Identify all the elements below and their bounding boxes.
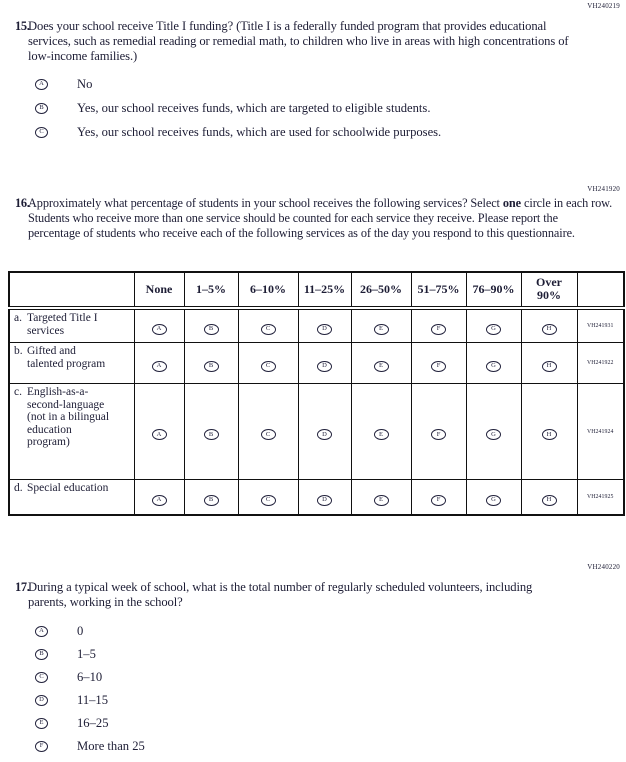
row-d-bubble-g[interactable]: G [486,495,501,506]
row-d-bubble-f[interactable]: F [431,495,446,506]
row-d-label-cell: d. Special education [9,480,134,516]
row-a-bubble-g[interactable]: G [486,324,501,335]
row-b-label-cell: b. Gifted and talented program [9,343,134,384]
row-d-bubble-d[interactable]: D [317,495,332,506]
answer-bubble-b-icon[interactable]: B [35,103,48,114]
table-row-d [9,480,624,516]
q17-option-f[interactable] [35,740,626,753]
question-16-section [0,185,626,241]
q15-option-a-label: No [77,77,93,91]
question-17-text: During a typical week of school, what is the total number of regularly scheduled volunteers, including parents, working in the school? [28,580,533,609]
q17-option-f-label: More than 25 [77,739,145,753]
row-a-code: VH241931 [577,308,624,343]
row-a-bubble-c[interactable]: C [261,324,276,335]
question-15-number: 15. [15,19,30,33]
q17-option-a[interactable] [35,625,626,638]
row-c-bubble-g[interactable]: G [486,429,501,440]
answer-bubble-a-icon[interactable]: A [35,79,48,90]
q15-option-a[interactable] [35,78,626,91]
q16-text-emphasis: one [502,196,522,210]
row-d-bubble-c[interactable]: C [261,495,276,506]
col-header-6-10: 6–10% [238,272,298,308]
item-code-q15: VH240219 [587,2,620,10]
row-c-bubble-e[interactable]: E [374,429,389,440]
row-b-label: Gifted and talented program [27,345,106,370]
answer-bubble-f-icon[interactable]: F [35,741,48,752]
row-a-bubble-b[interactable]: B [204,324,219,335]
answer-bubble-b-icon[interactable]: B [35,649,48,660]
row-a-bubble-d[interactable]: D [317,324,332,335]
answer-bubble-a-icon[interactable]: A [35,626,48,637]
question-17-number: 17. [15,580,30,594]
question-17-section [0,563,626,762]
table-corner-cell [9,272,134,308]
q17-option-b-label: 1–5 [77,647,96,661]
row-c-label-cell: c. English-as-a-second-language (not in a bilingual education program) [9,384,134,480]
col-header-1-5: 1–5% [184,272,238,308]
q17-option-d[interactable] [35,694,626,707]
q15-option-c[interactable] [35,126,626,139]
row-b-bubble-g[interactable]: G [486,361,501,372]
question-16-number: 16. [15,196,30,210]
row-b-bubble-a[interactable]: A [152,361,167,372]
q16-answer-table [8,271,625,516]
row-a-bubble-e[interactable]: E [374,324,389,335]
row-a-bubble-a[interactable]: A [152,324,167,335]
row-c-bubble-h[interactable]: H [542,429,557,440]
q17-option-b[interactable] [35,648,626,661]
question-15-section [0,2,626,150]
row-c-code: VH241924 [577,384,624,480]
item-code-q17: VH240220 [587,563,620,571]
row-d-bubble-a[interactable]: A [152,495,167,506]
answer-bubble-d-icon[interactable]: D [35,695,48,706]
q17-option-c-label: 6–10 [77,670,103,684]
q17-option-a-label: 0 [77,624,84,638]
row-c-bubble-f[interactable]: F [431,429,446,440]
col-header-76-90: 76–90% [466,272,521,308]
row-b-code: VH241922 [577,343,624,384]
col-header-code [577,272,624,308]
question-17-options [35,625,626,753]
row-b-bubble-h[interactable]: H [542,361,557,372]
answer-bubble-c-icon[interactable]: C [35,672,48,683]
q17-option-c[interactable] [35,671,626,684]
row-a-label: Targeted Title I services [27,312,98,337]
col-header-26-50: 26–50% [351,272,411,308]
row-c-bubble-c[interactable]: C [261,429,276,440]
row-c-bubble-d[interactable]: D [317,429,332,440]
row-b-bubble-f[interactable]: F [431,361,446,372]
row-d-label: Special education [27,482,109,494]
table-row-c [9,384,624,480]
row-c-label: English-as-a-second-language (not in a bilingual education program) [27,386,110,448]
table-header-row [9,272,624,308]
row-b-bubble-e[interactable]: E [374,361,389,372]
q15-option-c-label: Yes, our school receives funds, which are used for schoolwide purposes. [77,125,442,139]
q17-option-e-label: 16–25 [77,716,109,730]
question-15-text: Does your school receive Title I funding? (Title I is a federally funded program that provides educational services, such as remedial reading or remedial math, to children who live in areas with high concentrations of low-income families.) [28,19,569,63]
row-c-bubble-a[interactable]: A [152,429,167,440]
table-row-b [9,343,624,384]
q16-text-part1: Approximately what percentage of students in your school receives the following services? Select [28,196,500,210]
row-a-bubble-f[interactable]: F [431,324,446,335]
row-b-bubble-c[interactable]: C [261,361,276,372]
q16-text-part2: circle in each row. Students who receive more than one service should be counted for each service they receive. Please report the percentage of students who receive each of the following services as of the day you respond to this questionnaire. [28,196,613,240]
col-header-51-75: 51–75% [411,272,466,308]
col-header-11-25: 11–25% [298,272,351,308]
row-d-bubble-b[interactable]: B [204,495,219,506]
table-row-a [9,308,624,343]
item-code-q16: VH241920 [587,185,620,193]
row-d-bubble-e[interactable]: E [374,495,389,506]
q17-option-d-label: 11–15 [77,693,109,707]
row-b-bubble-d[interactable]: D [317,361,332,372]
row-d-bubble-h[interactable]: H [542,495,557,506]
row-a-bubble-h[interactable]: H [542,324,557,335]
q15-option-b-label: Yes, our school receives funds, which are targeted to eligible students. [77,101,431,115]
q17-option-e[interactable] [35,717,626,730]
col-header-over-90: Over 90% [521,272,577,308]
row-b-bubble-b[interactable]: B [204,361,219,372]
col-header-none: None [134,272,184,308]
row-c-bubble-b[interactable]: B [204,429,219,440]
question-16-text [28,196,613,241]
answer-bubble-e-icon[interactable]: E [35,718,48,729]
question-15-options [35,78,626,139]
row-a-label-cell: a. Targeted Title I services [9,308,134,343]
row-d-code: VH241925 [577,480,624,516]
answer-bubble-c-icon[interactable]: C [35,127,48,138]
q15-option-b[interactable] [35,102,626,115]
